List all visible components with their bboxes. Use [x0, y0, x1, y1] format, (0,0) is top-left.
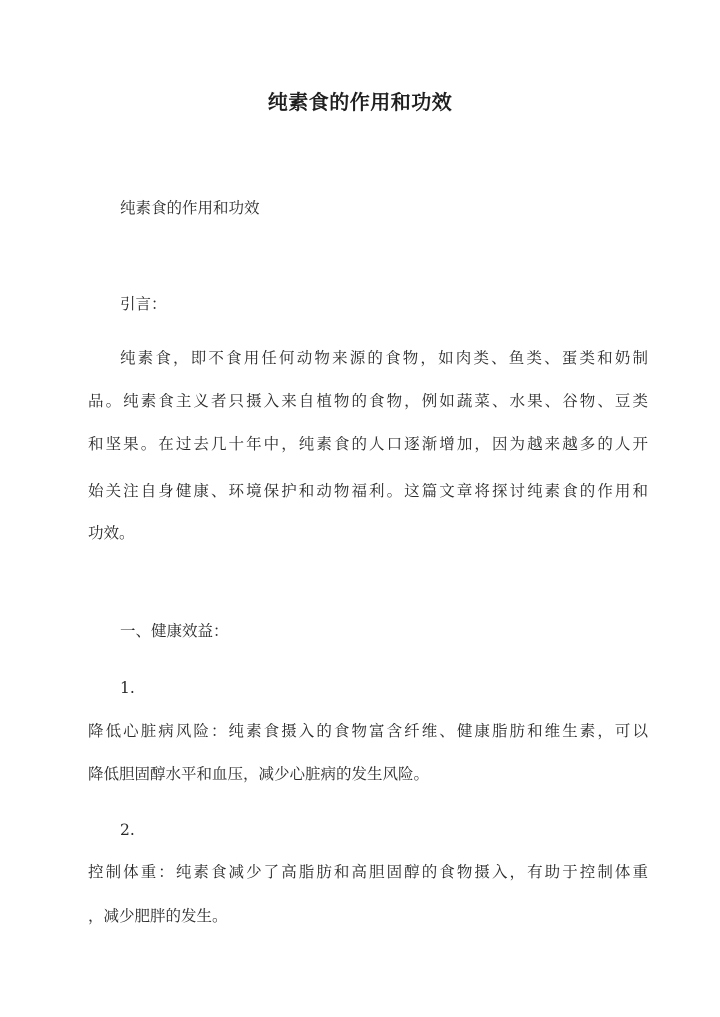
intro-line: 和坚果。在过去几十年中，纯素食的人口逐渐增加，因为越来越多的人开: [88, 435, 648, 453]
list-item-line: 降低胆固醇水平和血压，减少心脏病的发生风险。: [88, 765, 430, 783]
intro-line: 纯素食，即不食用任何动物来源的食物，如肉类、鱼类、蛋类和奶制: [120, 349, 648, 367]
intro-line: 始关注自身健康、环境保护和动物福利。这篇文章将探讨纯素食的作用和: [88, 482, 648, 500]
list-item-number: 2.: [120, 821, 135, 839]
section-heading: 一、健康效益：: [120, 622, 229, 640]
document-title: 纯素食的作用和功效: [267, 90, 453, 114]
intro-line: 品。纯素食主义者只摄入来自植物的食物，例如蔬菜、水果、谷物、豆类: [88, 392, 648, 410]
subtitle: 纯素食的作用和功效: [120, 199, 260, 217]
list-item-line: 降低心脏病风险：纯素食摄入的食物富含纤维、健康脂肪和维生素，可以: [88, 722, 648, 740]
intro-line: 功效。: [88, 524, 135, 542]
list-item-line: 控制体重：纯素食减少了高脂肪和高胆固醇的食物摄入，有助于控制体重: [88, 863, 648, 881]
list-item-line: ，减少肥胖的发生。: [88, 907, 228, 925]
intro-heading: 引言：: [120, 295, 167, 313]
list-item-number: 1.: [120, 679, 135, 697]
